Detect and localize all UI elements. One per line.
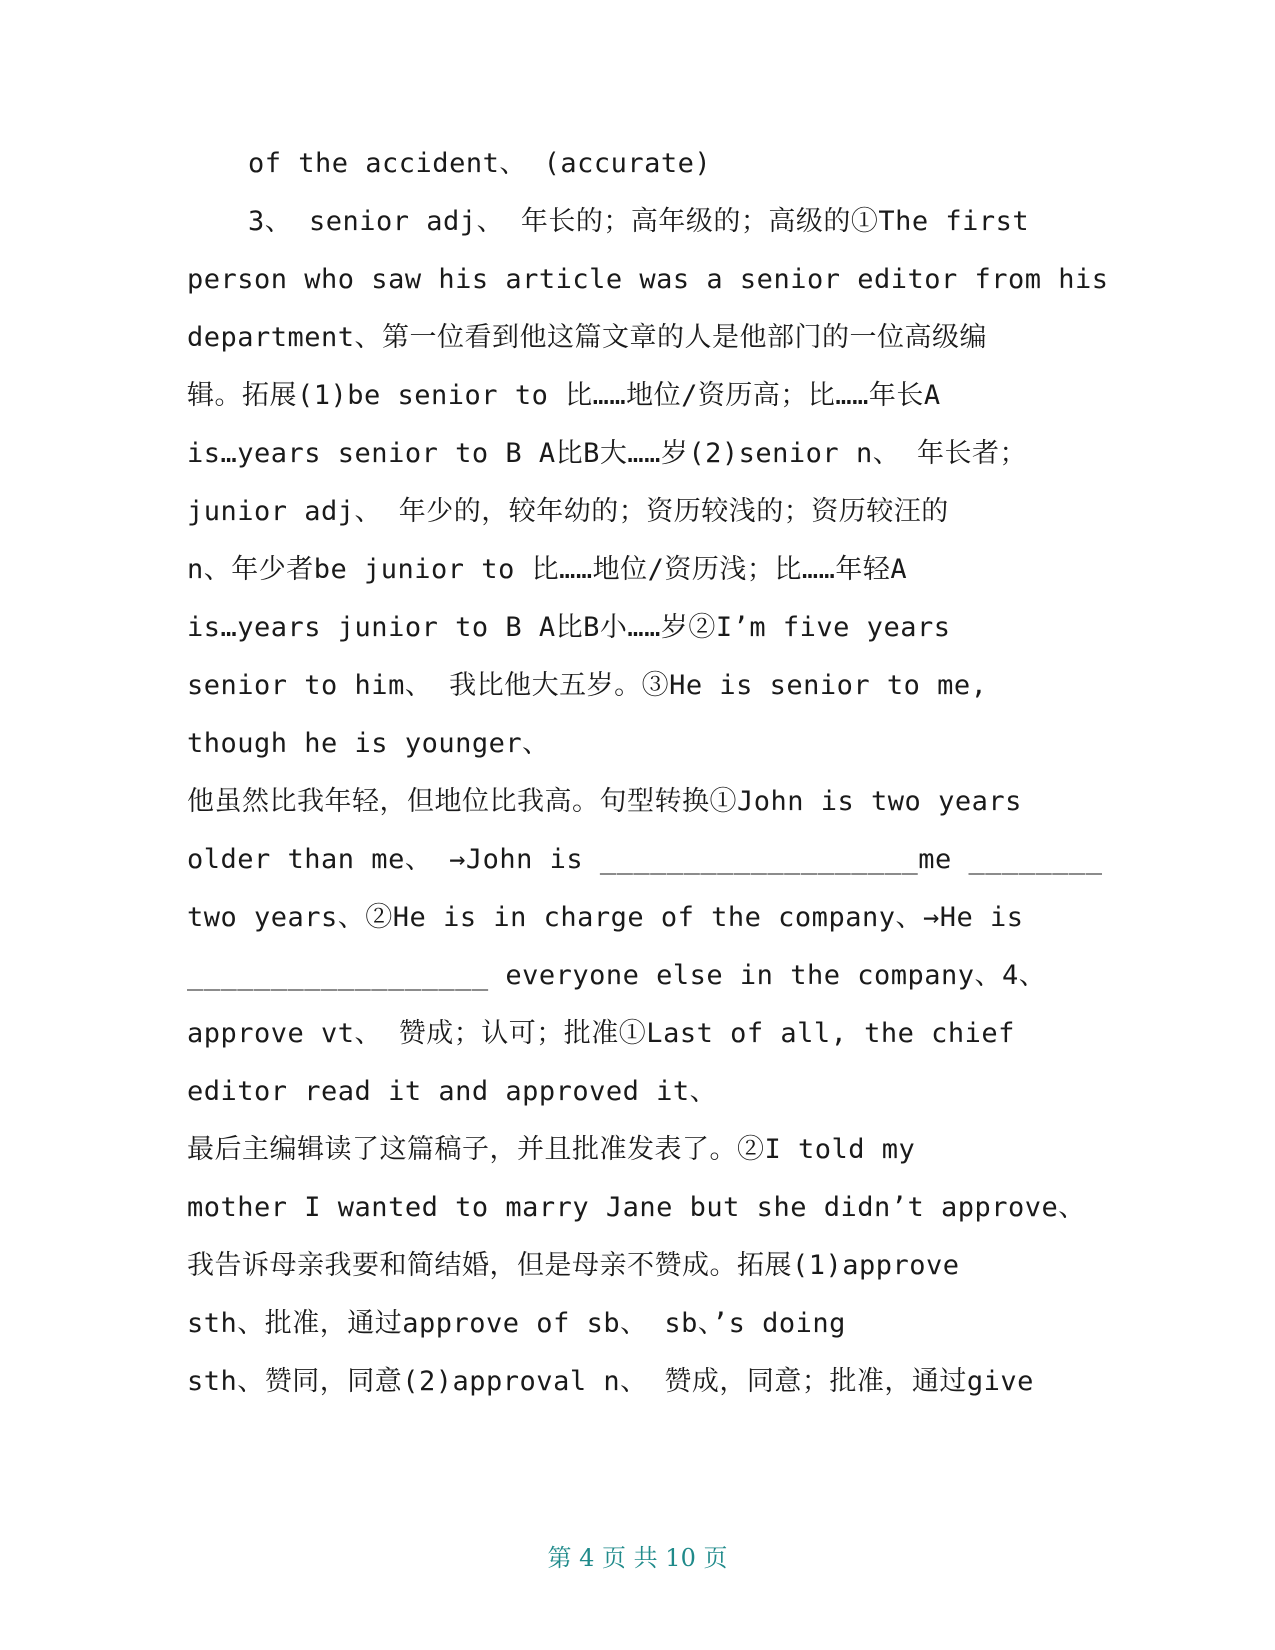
page-number-footer: 第 4 页 共 10 页 [547,1544,728,1572]
text-line: approve vt、 赞成；认可；批准①Last of all, the chief [187,1018,1015,1049]
text-line: 3、 senior adj、 年长的；高年级的；高级的①The first [248,206,1030,237]
text-line: person who saw his article was a senior editor from his [187,264,1109,295]
text-line: 最后主编辑读了这篇稿子，并且批准发表了。②I told my [187,1134,916,1165]
text-line: 辑。拓展(1)be senior to 比……地位/资历高；比……年长A [187,380,941,411]
text-line: two years、②He is in charge of the company、→He is [187,902,1024,933]
text-line: mother I wanted to marry Jane but she didn’t approve、 [187,1192,1086,1223]
text-line: of the accident、 (accurate) [248,148,712,179]
text-line: __________________ everyone else in the company、4、 [187,960,1047,991]
text-line: senior to him、 我比他大五岁。③He is senior to me, [187,670,988,701]
text-line: editor read it and approved it、 [187,1076,718,1107]
text-line: though he is younger、 [187,728,550,759]
text-line: n、年少者be junior to 比……地位/资历浅；比……年轻A [187,554,908,585]
text-line: older than me、 →John is ___________________me ________ [187,844,1103,875]
text-line: junior adj、 年少的，较年幼的；资历较浅的；资历较汪的 [187,496,949,527]
text-line: sth、批准，通过approve of sb、 sb、’s doing [187,1308,846,1339]
text-line: 他虽然比我年轻，但地位比我高。句型转换①John is two years [187,786,1022,817]
text-line: is…years junior to B A比B小……岁②I’m five years [187,612,951,643]
text-line: sth、赞同，同意(2)approval n、 赞成，同意；批准，通过give [187,1366,1034,1397]
text-line: 我告诉母亲我要和简结婚，但是母亲不赞成。拓展(1)approve [187,1250,960,1281]
text-line: department、第一位看到他这篇文章的人是他部门的一位高级编 [187,322,988,353]
text-line: is…years senior to B A比B大……岁(2)senior n、 年长者； [187,438,1027,469]
